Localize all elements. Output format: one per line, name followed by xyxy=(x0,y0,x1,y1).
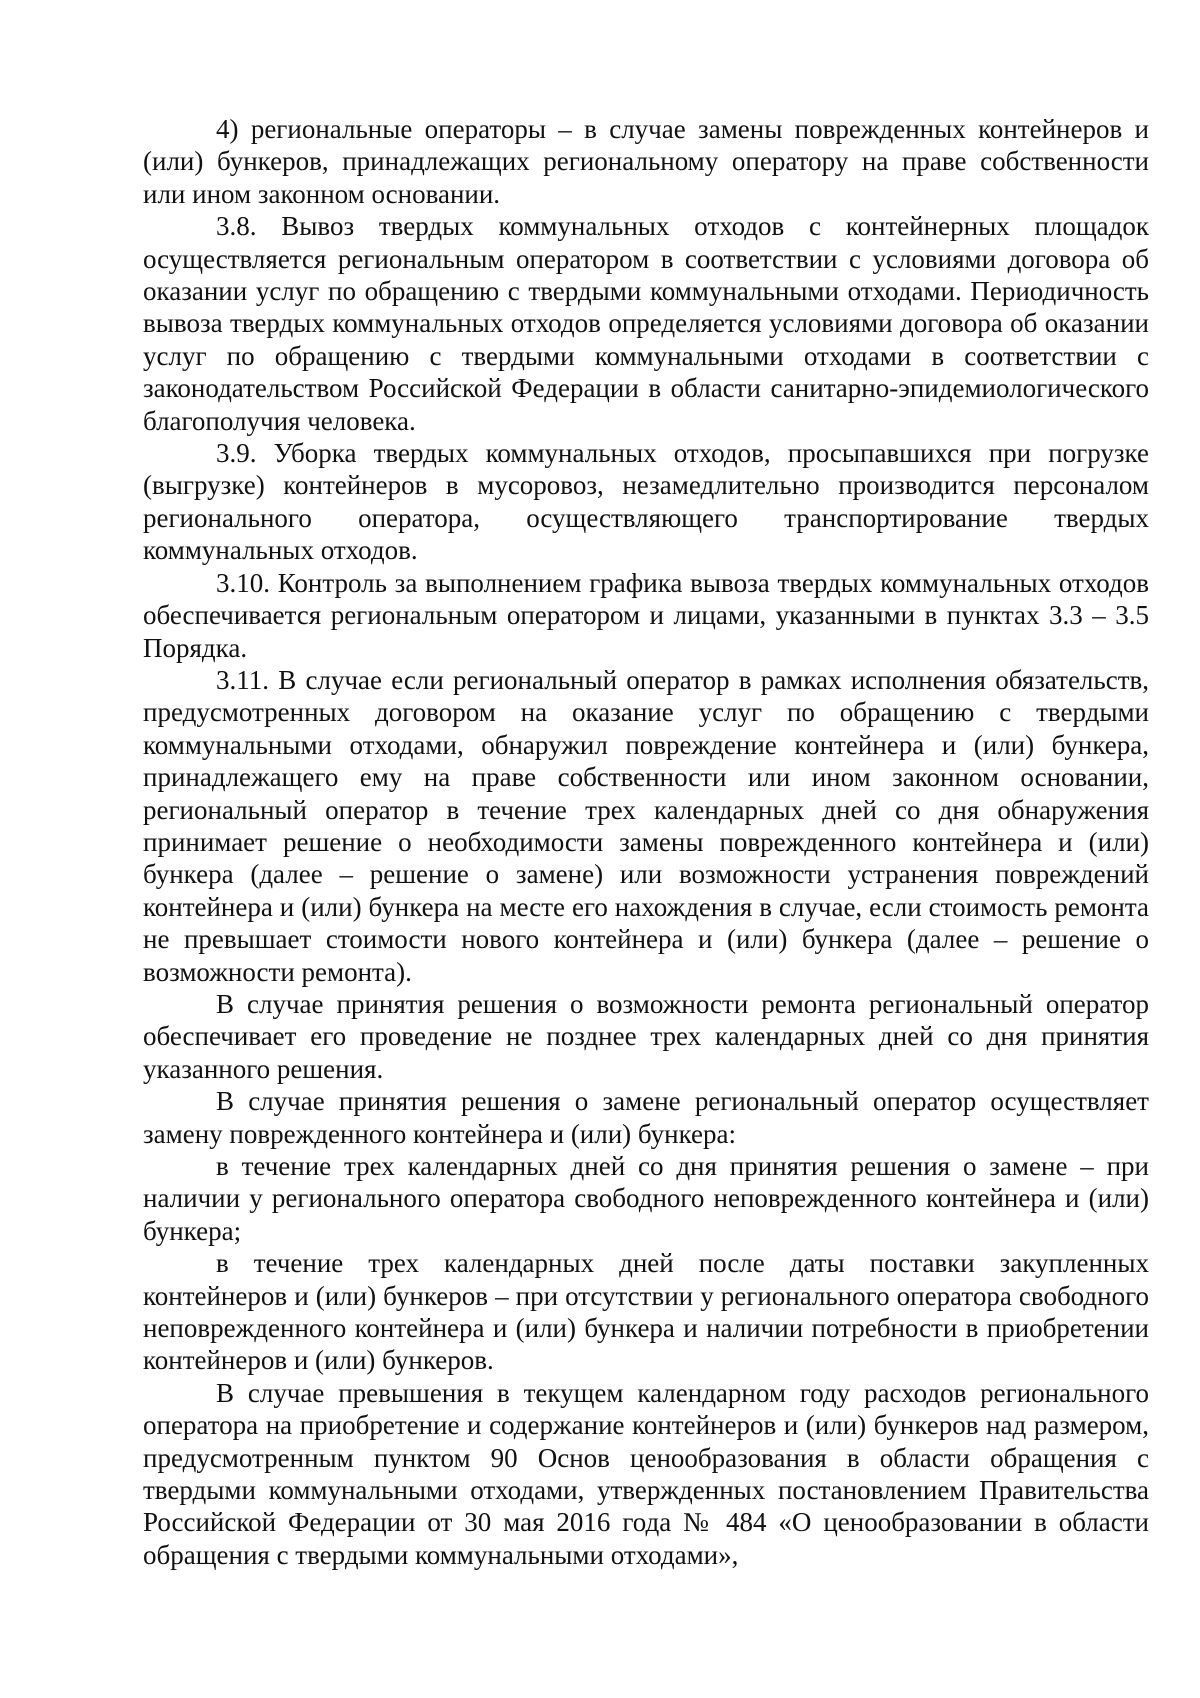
paragraph-3-10: 3.10. Контроль за выполнением графика вывоза твердых коммунальных отходов обеспечивается региональным оператором и лицами, указанными в пунктах 3.3 – 3.5 Порядка. xyxy=(143,567,1149,663)
paragraph-replacement-term-1: в течение трех календарных дней со дня принятия решения о замене – при наличии у регионального оператора свободного неповрежденного контейнера и (или) бункера; xyxy=(143,1151,1149,1246)
paragraph-3-11: 3.11. В случае если региональный оператор в рамках исполнения обязательств, предусмотренных договором на оказание услуг по обращению с твердыми коммунальными отходами, обнаружил повреждение контейнера и (или) бункера, принадлежащего ему на праве собственности или ином законном основании, региональный оператор в течение трех календарных дней со дня обнаружения принимает решение о необходимости замены поврежденного контейнера и (или) бункера (далее – решение о замене) или возможности устранения повреждений контейнера и (или) бункера на месте его нахождения в случае, если стоимость ремонта не превышает стоимости нового контейнера и (или) бункера (далее – решение о возможности ремонта). xyxy=(143,664,1149,987)
paragraph-cost-excess: В случае превышения в текущем календарном году расходов регионального оператора на приобретение и содержание контейнеров и (или) бункеров над размером, предусмотренным пунктом 90 Основ ценообразования в области обращения с твердыми коммунальными отходами, утвержденных постановлением Правительства Российской Федерации от 30 мая 2016 года № 484 «О ценообразовании в области обращения с твердыми коммунальными отходами», xyxy=(143,1377,1149,1570)
document-body xyxy=(143,113,1149,1571)
paragraph-replacement-decision: В случае принятия решения о замене региональный оператор осуществляет замену поврежденного контейнера и (или) бункера: xyxy=(143,1086,1149,1149)
paragraph-item-4: 4) региональные операторы – в случае замены поврежденных контейнеров и (или) бункеров, принадлежащих региональному оператору на праве собственности или ином законном основании. xyxy=(143,114,1149,209)
paragraph-repair-decision: В случае принятия решения о возможности ремонта региональный оператор обеспечивает его проведение не позднее трех календарных дней со дня принятия указанного решения. xyxy=(143,988,1149,1084)
paragraph-3-9: 3.9. Уборка твердых коммунальных отходов, просыпавшихся при погрузке (выгрузке) контейнеров в мусоровоз, незамедлительно производится персоналом регионального оператора, осуществляющего транспортирование твердых коммунальных отходов. xyxy=(143,438,1149,566)
paragraph-3-8: 3.8. Вывоз твердых коммунальных отходов с контейнерных площадок осуществляется региональным оператором в соответствии с условиями договора об оказании услуг по обращению с твердыми коммунальными отходами. Периодичность вывоза твердых коммунальных отходов определяется условиями договора об оказании услуг по обращению с твердыми коммунальными отходами в соответствии с законодательством Российской Федерации в области санитарно-эпидемиологического благополучия человека. xyxy=(143,211,1149,436)
paragraph-replacement-term-2: в течение трех календарных дней после даты поставки закупленных контейнеров и (или) бункеров – при отсутствии у регионального оператора свободного неповрежденного контейнера и (или) бункера и наличии потребности в приобретении контейнеров и (или) бункеров. xyxy=(143,1248,1149,1376)
